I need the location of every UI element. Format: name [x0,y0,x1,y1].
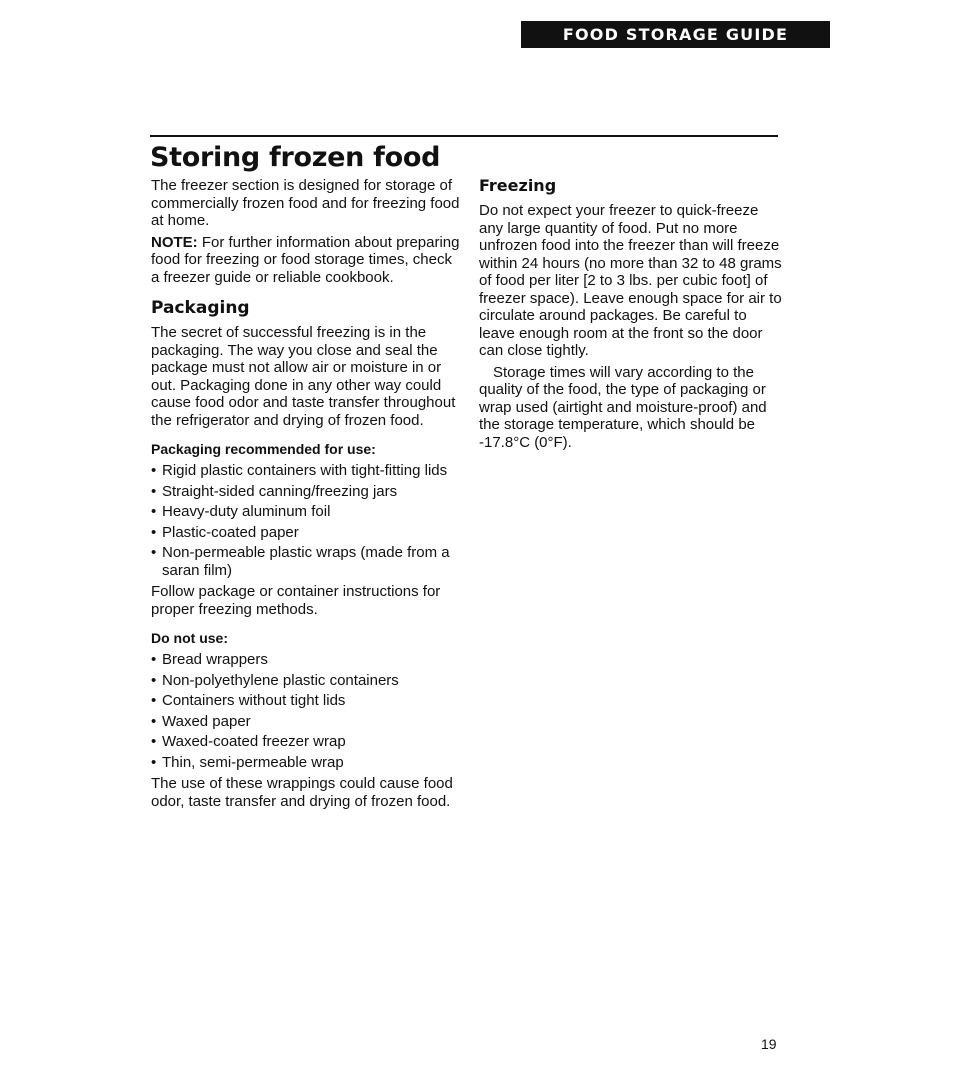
list-item: • Bread wrappers [151,651,461,669]
left-column [151,177,461,814]
list-item: • Waxed paper [151,713,461,731]
list-item: • Straight-sided canning/freezing jars [151,483,461,501]
list-item: • Non-polyethylene plastic containers [151,672,461,690]
freezing-paragraph-1: Do not expect your freezer to quick-freeze any large quantity of food. Put no more unfrozen food into the freezer than will freeze within 24 hours (no more than 32 to 48 grams of food per liter [2 to 3 lbs. per cubic foot] of freezer space). Leave enough space for air to circulate around packages. Be careful to leave enough room at the front so the door can close tightly. [479,202,782,359]
follow-paragraph: Follow package or container instructions for proper freezing methods. [151,583,441,618]
list-item: • Thin, semi-permeable wrap [151,754,461,772]
note-text: For further information about preparing food for freezing or food storage times, check a freezer guide or reliable cookbook. [151,233,460,286]
right-column [479,176,784,455]
packaging-paragraph: The secret of successful freezing is in the packaging. The way you close and seal the package must not allow air or moisture in or out. Packaging done in any other way could cause food odor and taste transfer throughout the refrigerator and drying of frozen food. [151,324,456,429]
recommended-heading: Packaging recommended for use: [151,441,376,457]
freezing-paragraph-2: Storage times will vary according to the quality of the food, the type of packaging or wrap used (airtight and moisture-proof) and the storage temperature, which should be -17.8°C (0°F). [479,363,767,451]
section-header-bar [521,21,830,48]
note-paragraph [151,234,461,287]
title-rule [150,135,778,137]
note-label: NOTE: [151,233,198,251]
do-not-use-heading: Do not use: [151,630,228,646]
list-item: • Non-permeable plastic wraps (made from a saran film) [151,544,461,579]
packaging-heading: Packaging [151,298,250,318]
page-title: Storing frozen food [150,142,441,173]
list-item: • Waxed-coated freezer wrap [151,733,461,751]
recommended-list [151,462,461,579]
page-number: 19 [761,1036,777,1052]
freezing-heading: Freezing [479,176,557,195]
list-item: • Plastic-coated paper [151,524,461,542]
list-item: • Heavy-duty aluminum foil [151,503,461,521]
list-item: • Rigid plastic containers with tight-fitting lids [151,462,461,480]
warning-paragraph: The use of these wrappings could cause food odor, taste transfer and drying of frozen food. [151,775,453,810]
list-item: • Containers without tight lids [151,692,461,710]
section-header-label: FOOD STORAGE GUIDE [562,25,789,44]
intro-paragraph: The freezer section is designed for storage of commercially frozen food and for freezing food at home. [151,177,460,229]
do-not-use-list [151,651,461,771]
